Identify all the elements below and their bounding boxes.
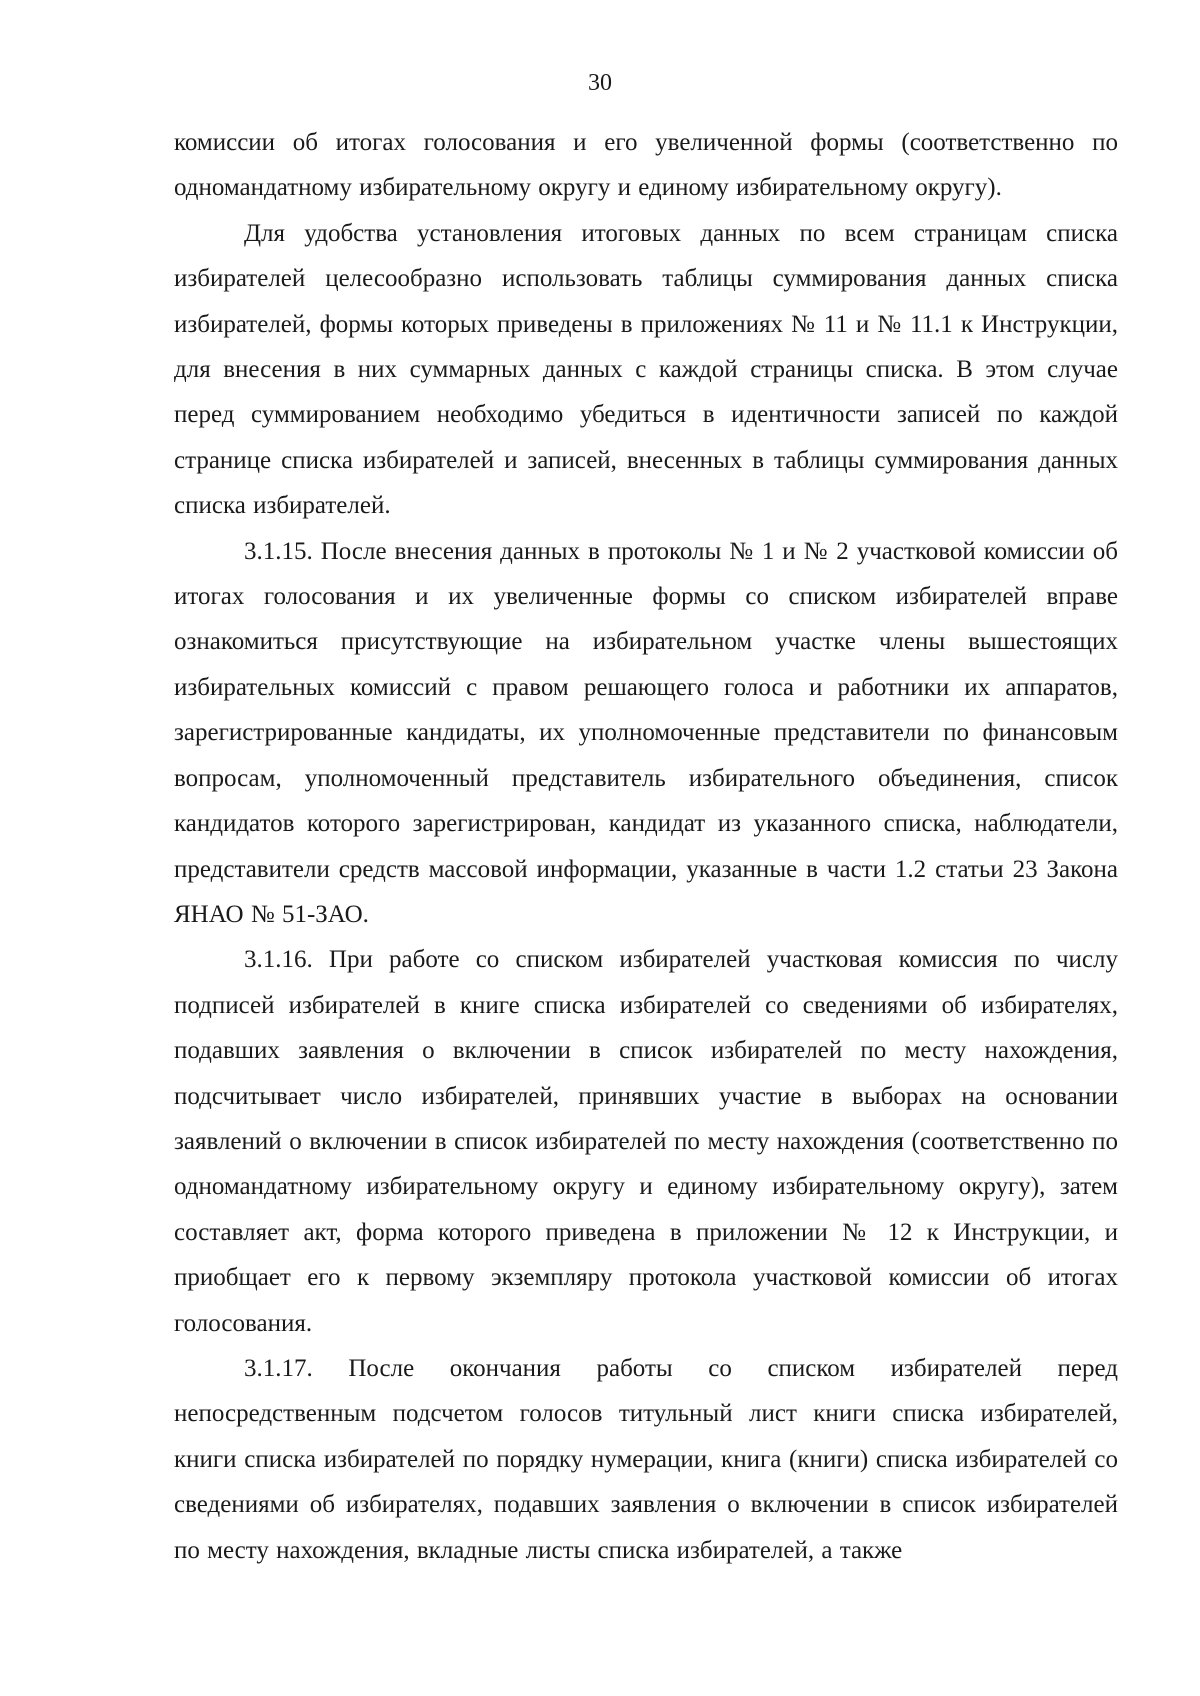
paragraph-continuation: комиссии об итогах голосования и его увеличенной формы (соответственно по одномандатному избирательному округу и единому избирательному округу). — [174, 129, 1118, 202]
paragraph-3-1-15: 3.1.15. После внесения данных в протоколы № 1 и № 2 участковой комиссии об итогах голосования и их увеличенные формы со списком избирателей вправе ознакомиться присутствующие на избирательном участке члены вышестоящих избирательных комиссий с правом решающего голоса и работники их аппаратов, зарегистрированные кандидаты, их уполномоченные представители по финансовым вопросам, уполномоченный представитель избирательного объединения, список кандидатов которого зарегистрирован, кандидат из указанного списка, наблюдатели, представители средств массовой информации, указанные в части 1.2 статьи 23 Закона ЯНАО № 51-ЗАО. — [174, 537, 1118, 928]
paragraph-summation-tables: Для удобства установления итоговых данных по всем страницам списка избирателей целесообразно использовать таблицы суммирования данных списка избирателей, формы которых приведены в приложениях № 11 и № 11.1 к Инструкции, для внесения в них суммарных данных с каждой страницы списка. В этом случае перед суммированием необходимо убедиться в идентичности записей по каждой странице списка избирателей и записей, внесенных в таблицы суммирования данных списка избирателей. — [174, 219, 1118, 520]
document-body — [174, 120, 1118, 1573]
paragraph-3-1-16: 3.1.16. При работе со списком избирателей участковая комиссия по числу подписей избирателей в книге списка избирателей со сведениями об избирателях, подавших заявления о включении в список избирателей по месту нахождения, подсчитывает число избирателей, принявших участие в выборах на основании заявлений о включении в список избирателей по месту нахождения (соответственно по одномандатному избирательному округу и единому избирательному округу), затем составляет акт, форма которого приведена в приложении № 12 к Инструкции, и приобщает его к первому экземпляру протокола участковой комиссии об итогах голосования. — [174, 946, 1118, 1337]
paragraph-3-1-17: 3.1.17. После окончания работы со списком избирателей перед непосредственным подсчетом голосов титульный лист книги списка избирателей, книги списка избирателей по порядку нумерации, книга (книги) списка избирателей со сведениями об избирателях, подавших заявления о включении в список избирателей по месту нахождения, вкладные листы списка избирателей, а также — [174, 1354, 1118, 1564]
page-number: 30 — [588, 70, 612, 96]
